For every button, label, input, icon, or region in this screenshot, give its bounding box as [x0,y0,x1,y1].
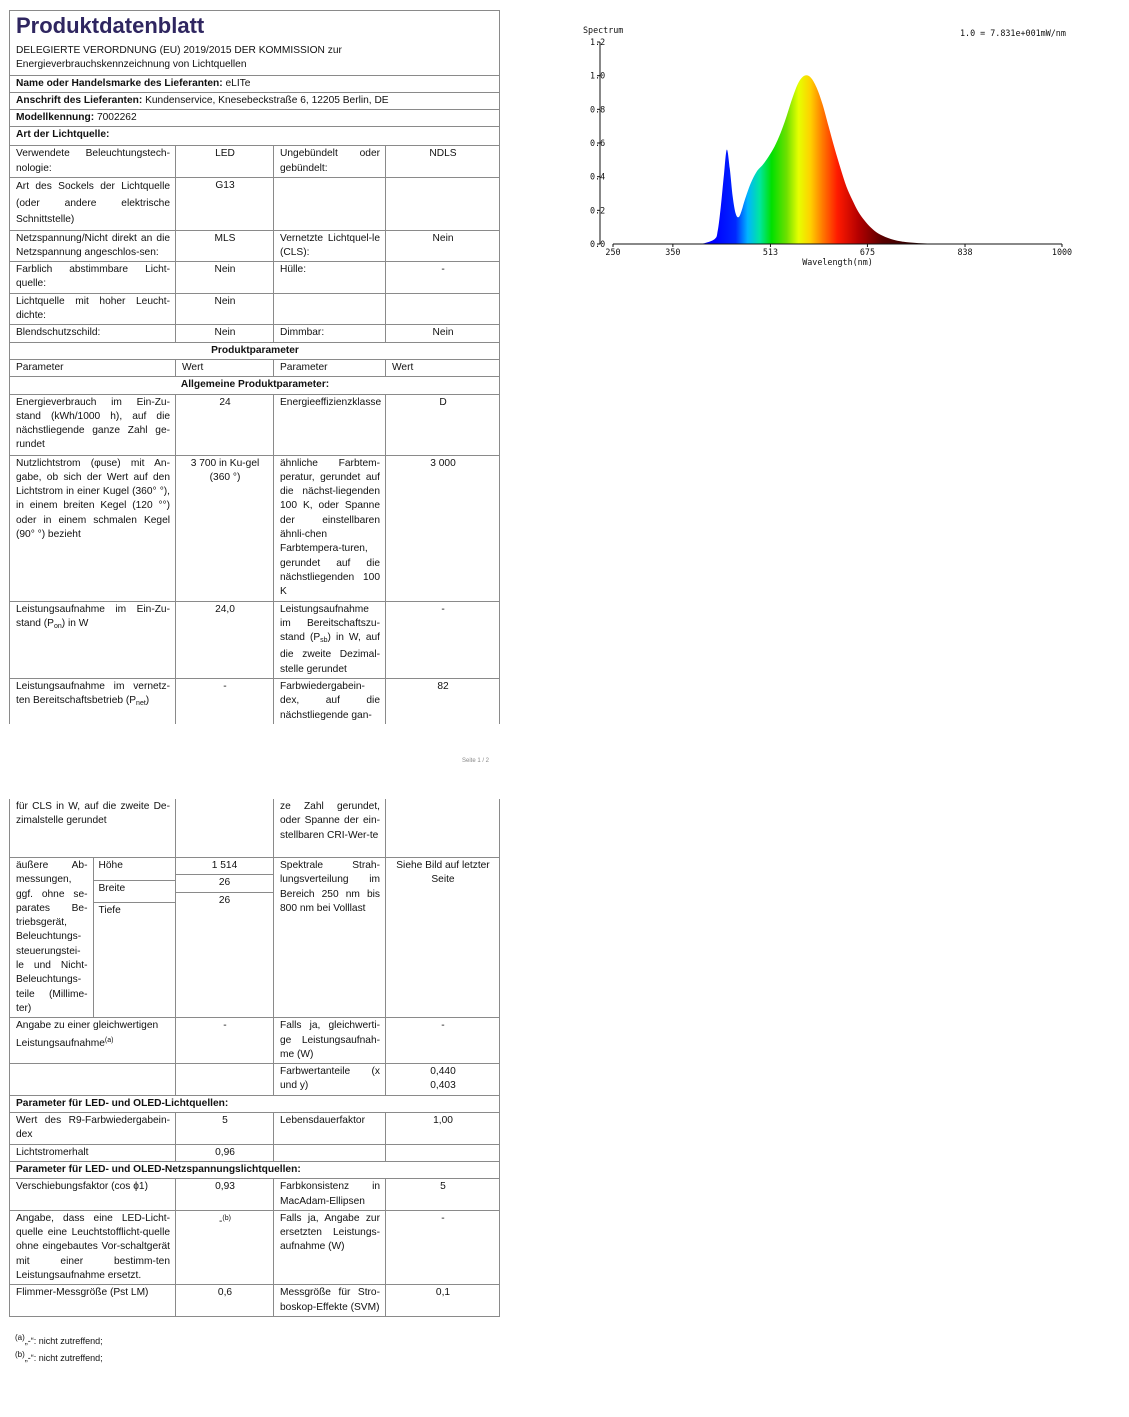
dims-values-table [176,858,273,1007]
param-label: Wert des R9-Farbwiedergabein-dex [10,1113,176,1145]
footnote-ref: (a) [104,1036,114,1044]
subscript: sb [320,637,328,645]
param-label [274,293,386,325]
table-row [10,1064,500,1096]
param-value [386,293,500,325]
mains-params-heading: Parameter für LED- und OLED-Netzspannungslichtquellen: [10,1161,500,1178]
footnote-a [15,1333,103,1346]
page-title: Produktdatenblatt [16,13,205,38]
param-label: ähnliche Farbtem-peratur, gerundet auf die nächst-liegenden 100 K, oder Spanne der einstellbaren ähnli-chen Farbtempera-turen, gerundet auf die nächstliegenden 100 K [274,455,386,601]
chart-annotation: 1.0 = 7.831e+001mW/nm [960,28,1066,38]
param-label: Lichtstromerhalt [10,1144,176,1161]
param-value: - [386,601,500,678]
param-label: Ungebündelt oder gebündelt: [274,146,386,178]
y-axis [590,37,605,249]
param-label: Nutzlichtstrom (φuse) mit An-gabe, ob sich der Wert auf den Lichtstrom in einer Kugel (360° °), in einem breiten Kegel (120 °°) oder in einem schmalen Kegel (90° °) bezieht [10,455,176,601]
datasheet-table-page-1 [9,10,500,724]
param-label: Netzspannung/Nicht direkt an die Netzspannung angeschlos-sen: [10,230,176,262]
page-footer: Seite 1 / 2 [462,758,490,764]
table-row [10,1113,500,1145]
dims-cell [10,858,176,1018]
dims-label: äußere Ab-messungen, ggf. ohne se-parates Be-triebsgerät, Beleuchtungs-steuerungstei-le und Nicht-Beleuchtungs-teile (Millime-ter) [10,858,93,1017]
address-value: Kundenservice, Knesebeckstraße 6, 12205 Berlin, DE [145,94,389,106]
footnote-mark: (a) [15,1333,25,1342]
param-value: 82 [386,679,500,724]
table-row [10,394,500,455]
empty-cell [176,1064,274,1096]
param-label: Art des Sockels der Lichtquelle (oder andere elektrische Schnittstelle) [10,178,176,231]
param-label: Verwendete Beleuchtungstech-nologie: [10,146,176,178]
table-row [10,601,500,678]
y-tick-label: 1.2 [590,37,606,47]
param-label: Verschiebungsfaktor (cos ϕ1) [10,1179,176,1211]
table-row [10,1018,500,1064]
x-tick-label: 513 [762,247,779,257]
param-label: Farbwiedergabein-dex, auf die nächstliegende gan- [274,679,386,724]
footnote-text: „-“: nicht zutreffend; [24,1336,103,1346]
product-params-heading: Produktparameter [10,342,500,359]
param-label [10,679,176,724]
param-label: ze Zahl gerundet, oder Spanne der ein-stellbaren CRI-Wer-te [274,799,386,858]
regulation-text: DELEGIERTE VERORDNUNG (EU) 2019/2015 DER KOMMISSION zur Energieverbrauchskennzeichnung von Lichtquellen [16,45,342,71]
table-row [10,1210,500,1284]
param-label [10,1018,176,1064]
table-row [10,146,500,178]
label-part: Leistungsaufnahme im Ein-Zu-stand (P [16,603,170,629]
label-part: ) in W, auf die zweite Dezimal-stelle gerundet [280,632,380,675]
empty-cell [274,1144,386,1161]
col-header-param: Parameter [274,359,386,376]
param-value: - [176,1018,274,1064]
label-part: ) in W [61,617,89,629]
param-value: 24,0 [176,601,274,678]
table-row [10,455,500,601]
param-value: 3 000 [386,455,500,601]
chroma-y: 0,403 [430,1080,456,1092]
col-header-value: Wert [176,359,274,376]
param-value: Nein [386,325,500,342]
param-label: Lebensdauerfaktor [274,1113,386,1145]
chart-title: Spectrum [583,25,624,35]
address-row [10,92,500,109]
col-header-param: Parameter [10,359,176,376]
param-value: NDLS [386,146,500,178]
param-value: D [386,394,500,455]
dims-values-cell [176,858,274,1018]
y-tick-label: 0.6 [590,138,606,148]
param-value: Nein [176,325,274,342]
x-axis [605,244,1072,257]
model-value: 7002262 [96,112,137,124]
param-value [386,178,500,231]
y-tick-label: 0.8 [590,104,606,115]
param-label: Falls ja, gleichwerti-ge Leistungsaufnah-me (W) [274,1018,386,1064]
footnote-b [15,1350,103,1363]
param-label [10,601,176,678]
label-part: Leistungsaufnahme im Bereitschaftszu-stand (P [280,603,380,644]
param-value: 0,96 [176,1144,274,1161]
dim-label: Breite [93,880,176,903]
param-value: Nein [176,293,274,325]
param-label: Farbwertanteile (x und y) [274,1064,386,1096]
table-row [10,178,500,231]
param-label: Falls ja, Angabe zur ersetzten Leistungs-aufnahme (W) [274,1210,386,1284]
param-label: Messgröße für Stro-boskop-Effekte (SVM) [274,1285,386,1317]
dim-label: Höhe [93,858,176,880]
model-label: Modellkennung: [16,112,95,124]
param-label: Dimmbar: [274,325,386,342]
label-part: Angabe zu einer gleichwertigen Leistungsaufnahme [16,1020,159,1049]
table-row [10,679,500,724]
address-label: Anschrift des Lieferanten: [16,94,143,106]
y-tick-label: 0.0 [590,239,606,249]
param-label: Vernetzte Lichtquel-le (CLS): [274,230,386,262]
param-label: Energieeffizienzklasse [274,394,386,455]
table-row [10,262,500,294]
footnote-mark: (b) [15,1350,25,1359]
subscript: net [136,700,146,708]
y-tick-label: 0.4 [590,171,606,182]
model-row [10,110,500,127]
param-value: - [386,1210,500,1284]
empty-cell [386,799,500,858]
param-label: Lichtquelle mit hoher Leucht-dichte: [10,293,176,325]
value-text: - [219,1215,223,1227]
table-row [10,293,500,325]
footnote-text: „-“: nicht zutreffend; [24,1353,103,1363]
param-value: Nein [176,262,274,294]
param-value: - [386,1018,500,1064]
dim-label: Tiefe [98,905,121,917]
supplier-row [10,75,500,92]
x-axis-label: Wavelength(nm) [802,257,873,267]
spectrum-area [691,75,942,244]
spectrum-chart [570,22,1090,272]
param-value [176,1210,274,1284]
dims-table [10,858,176,1017]
param-label: Blendschutzschild: [10,325,176,342]
param-value [386,1064,500,1096]
x-tick-label: 1000 [1051,247,1073,257]
col-header-value: Wert [386,359,500,376]
dim-value: 26 [176,875,273,892]
param-label [274,601,386,678]
general-params-heading: Allgemeine Produktparameter: [10,377,500,394]
param-value: Nein [386,230,500,262]
param-label: Flimmer-Messgröße (Pst LM) [10,1285,176,1317]
footnote-ref: (b) [222,1214,231,1222]
param-value: 0,1 [386,1285,500,1317]
y-tick-label: 1.0 [590,70,606,81]
table-row [10,230,500,262]
param-value: 5 [386,1179,500,1211]
param-label: für CLS in W, auf die zweite De-zimalstelle gerundet [10,799,176,858]
param-label [274,178,386,231]
param-label: Hülle: [274,262,386,294]
empty-cell [386,1144,500,1161]
label-part: Leistungsaufnahme im vernetz-ten Bereitschaftsbetrieb (P [16,681,170,707]
param-value: - [176,679,274,724]
param-label: Angabe, dass eine LED-Licht-quelle eine Leuchtstofflicht-quelle ohne eingebautes Vor-schaltgerät mit einer bestimm-ten Leistungsaufnahme ersetzt. [10,1210,176,1284]
label-part: ) [145,695,150,707]
param-value: - [386,262,500,294]
supplier-label: Name oder Handelsmarke des Lieferanten: [16,77,223,89]
dim-value: 1 514 [176,858,273,875]
table-row [10,858,500,1018]
supplier-value: eLITe [225,77,251,89]
x-tick-label: 675 [859,247,876,257]
param-label: Energieverbrauch im Ein-Zu-stand (kWh/1000 h), auf die nächstliegende ganze Zahl ge-rundet [10,394,176,455]
subscript: on [53,622,62,630]
param-value: Siehe Bild auf letzter Seite [386,858,500,1018]
y-tick-label: 0.2 [590,205,606,216]
dim-value: 26 [218,894,231,906]
param-label: Farblich abstimmbare Licht-quelle: [10,262,176,294]
param-value: 0,93 [176,1179,274,1211]
param-value: 3 700 in Ku-gel (360 °) [176,455,274,601]
chroma-x: 0,440 [430,1066,456,1078]
param-value: G13 [176,178,274,231]
lightsource-heading: Art der Lichtquelle: [10,127,500,146]
param-value: 0,6 [176,1285,274,1317]
table-row [10,1144,500,1161]
param-value: MLS [176,230,274,262]
param-value: 24 [176,394,274,455]
x-tick-label: 250 [605,247,621,257]
param-value: LED [176,146,274,178]
param-label: Spektrale Strah-lungsverteilung im Bereich 250 nm bis 800 nm bei Volllast [274,858,386,1018]
table-row [10,799,500,858]
table-row [10,325,500,342]
datasheet-table-page-2 [9,799,500,1317]
param-value: 1,00 [386,1113,500,1145]
param-value: 5 [176,1113,274,1145]
x-tick-label: 350 [665,247,681,257]
led-params-heading: Parameter für LED- und OLED-Lichtquellen: [10,1095,500,1112]
empty-cell [176,799,274,858]
table-row [10,1285,500,1317]
empty-cell [10,1064,176,1096]
x-tick-label: 838 [957,247,973,257]
table-row [10,1179,500,1211]
param-label: Farbkonsistenz in MacAdam-Ellipsen [274,1179,386,1211]
column-header-row [10,359,500,376]
